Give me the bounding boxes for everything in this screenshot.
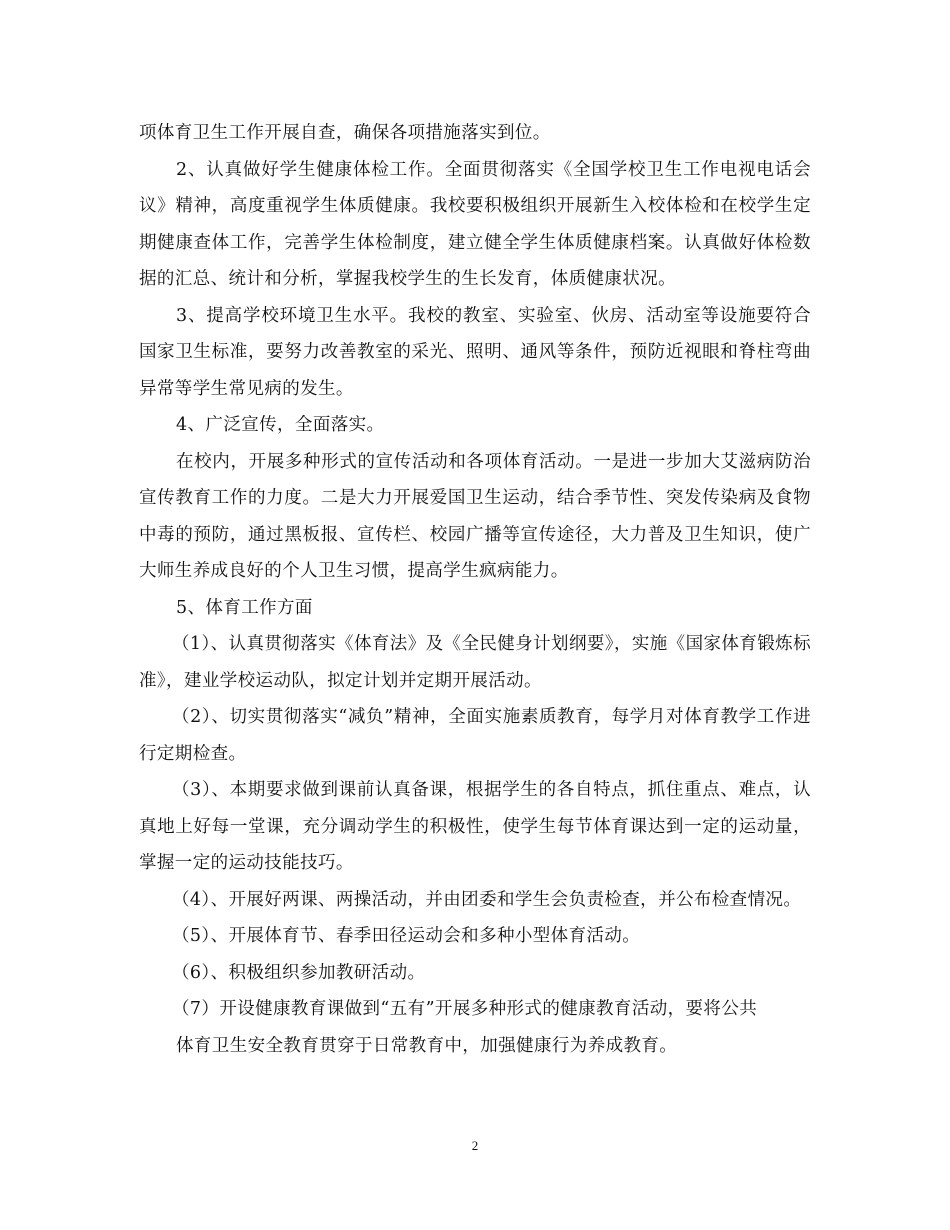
- paragraph-publicity-heading: 4、广泛宣传，全面落实。: [176, 415, 385, 435]
- paragraph-sports-item-5: （5）、开展体育节、春季田径运动会和多种小型体育活动。: [172, 926, 641, 946]
- paragraph-continuation: 项体育卫生工作开展自查，确保各项措施落实到位。: [139, 123, 551, 143]
- paragraph-sports-item-6: （6）、积极组织参加教研活动。: [172, 962, 426, 983]
- page-number: 2: [471, 1138, 479, 1153]
- paragraph-sports-item-3: （3）、本期要求做到课前认真备课，根据学生的各自特点，抓住重点、难点，认真地上好每一堂课，充分调动学生的积极性，使学生每节体育课达到一定的运动量，掌握一定的运动技能技巧。: [139, 780, 811, 873]
- paragraph-sports-item-7-continued: 体育卫生安全教育贯穿于日常教育中，加强健康行为养成教育。: [176, 1035, 678, 1056]
- paragraph-sports-item-4: （4）、开展好两课、两操活动，并由团委和学生会负责检查，并公布检查情况。: [172, 889, 802, 910]
- document-body: [139, 115, 811, 1064]
- paragraph-sports-item-2: （2）、切实贯彻落实“减负”精神，全面实施素质教育，每学月对体育教学工作进行定期检查。: [139, 707, 811, 764]
- paragraph-publicity-body: 在校内，开展多种形式的宣传活动和各项体育活动。一是进一步加大艾滋病防治宣传教育工作的力度。二是大力开展爱国卫生运动，结合季节性、突发传染病及食物中毒的预防，通过黑板报、宣传栏、校园广播等宣传途径，大力普及卫生知识，使广大师生养成良好的个人卫生习惯，提高学生疯病能力。: [139, 451, 811, 581]
- paragraph-health-checkup: 2、认真做好学生健康体检工作。全面贯彻落实《全国学校卫生工作电视电话会议》精神，高度重视学生体质健康。我校要积极组织开展新生入校体检和在校学生定期健康查体工作，完善学生体检制度，建立健全学生体质健康档案。认真做好体检数据的汇总、统计和分析，掌握我校学生的生长发育，体质健康状况。: [139, 159, 811, 289]
- paragraph-sports-item-1: （1）、认真贯彻落实《体育法》及《全民健身计划纲要》，实施《国家体育锻炼标准》，建业学校运动队，拟定计划并定期开展活动。: [139, 634, 811, 691]
- paragraph-environment-hygiene: 3、提高学校环境卫生水平。我校的教室、实验室、伙房、活动室等设施要符合国家卫生标准，要努力改善教室的采光、照明、通风等条件，预防近视眼和脊柱弯曲异常等学生常见病的发生。: [139, 305, 811, 399]
- paragraph-sports-heading: 5、体育工作方面: [176, 597, 313, 618]
- paragraph-sports-item-7: （7）开设健康教育课做到“五有”开展多种形式的健康教育活动，要将公共: [172, 999, 758, 1019]
